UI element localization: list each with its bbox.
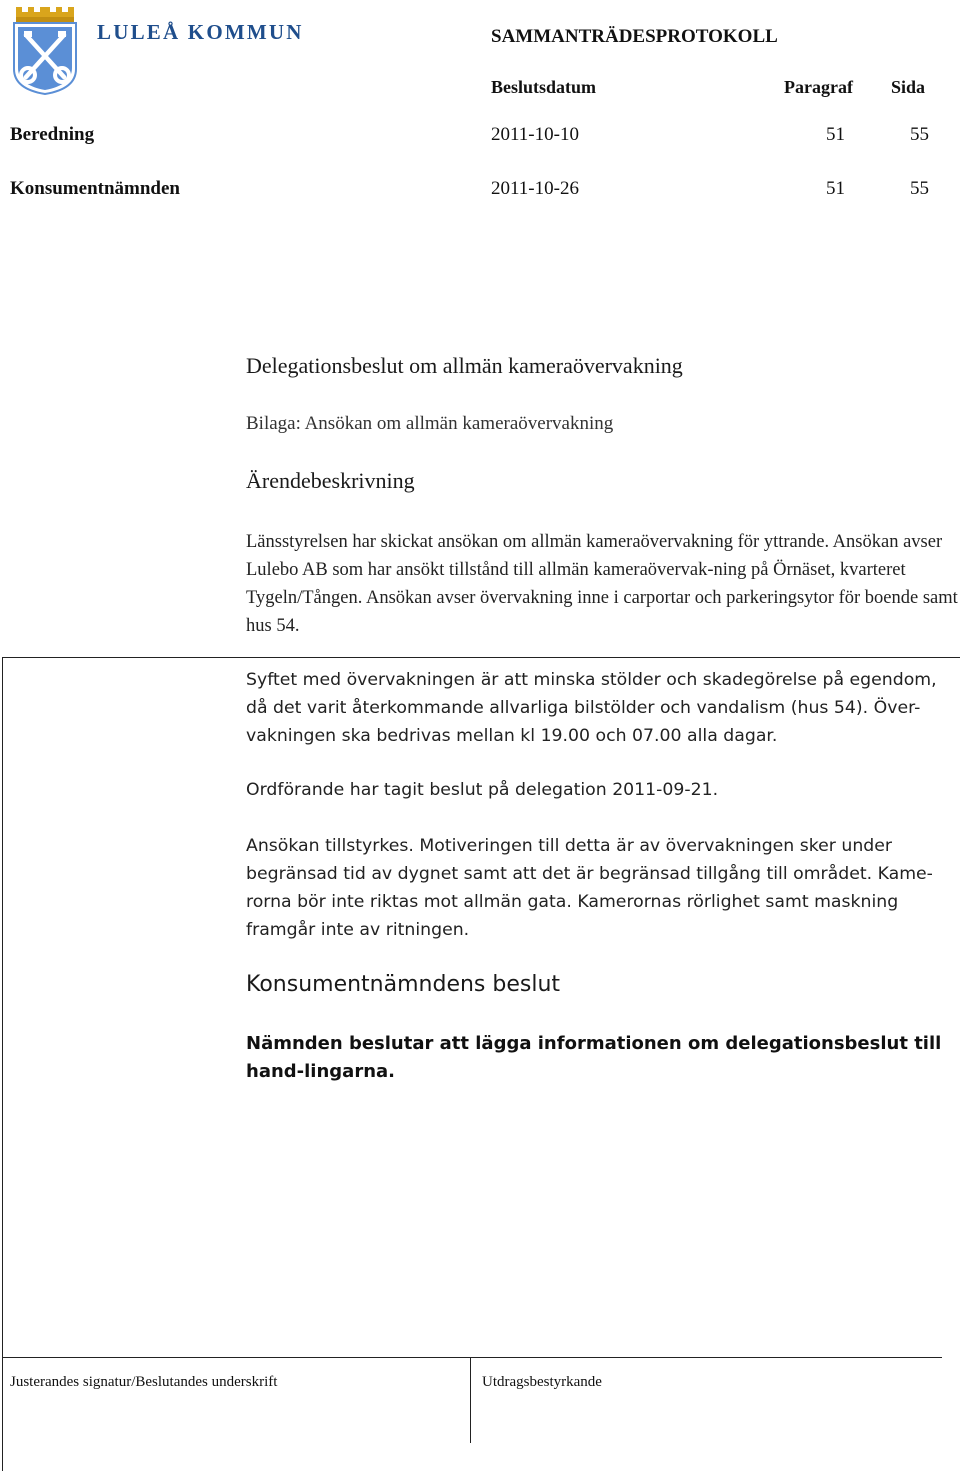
- paragraph-motivation: Ansökan tillstyrkes. Motiveringen till detta är av övervakningen sker under begränsad tid av dygnet samt att det är begränsad tillgång till området. Kame-rorna bör inte riktas mot allmän gata. Kamerornas rörlighet samt maskning framgår inte av ritningen.: [246, 836, 933, 940]
- lulea-coat-of-arms-logo: [10, 3, 80, 95]
- decision-heading: Konsumentnämndens beslut: [246, 972, 561, 997]
- column-header-date: Beslutsdatum: [491, 77, 597, 97]
- paragraph-part: Ansökan avser övervakning inne i carportar och parkeringsytor för boende samt hus 54.: [246, 588, 958, 636]
- certified-label: Utdragsbestyrkande: [482, 1374, 602, 1390]
- row-date: 2011-10-10: [491, 124, 579, 145]
- row-paragraph: 51: [826, 178, 845, 199]
- row-label: Beredning: [10, 124, 95, 145]
- paragraph-delegation: Ordförande har tagit beslut på delegation 2011-09-21.: [246, 780, 719, 800]
- frame-left-border: [2, 657, 3, 1471]
- row-date: 2011-10-26: [491, 178, 579, 199]
- footer-column-divider: [470, 1357, 471, 1443]
- document-type: SAMMANTRÄDESPROTOKOLL: [491, 26, 778, 47]
- decision-text: Nämnden beslutar att lägga informationen om delegationsbeslut till hand-lingarna.: [246, 1033, 942, 1082]
- column-header-paragraph: Paragraf: [784, 77, 853, 97]
- section-heading: Ärendebeskrivning: [246, 468, 415, 493]
- signature-label: Justerandes signatur/Beslutandes underskrift: [10, 1374, 278, 1390]
- column-header-page: Sida: [891, 77, 926, 97]
- row-paragraph: 51: [826, 124, 845, 145]
- paragraph-part: Länsstyrelsen har skickat ansökan om allmän kameraövervakning för yttrande. Ansökan avser Lulebo AB som har ansökt tillstånd till allmän kameraövervak-ning på Örnäset, kvarteret Tygeln/Tången.: [246, 532, 943, 608]
- row-page: 55: [910, 124, 929, 145]
- row-page: 55: [910, 178, 929, 199]
- attachment-note: Bilaga: Ansökan om allmän kameraövervakning: [246, 413, 614, 434]
- org-name: LULEÅ KOMMUN: [97, 20, 304, 44]
- frame-top-border: [2, 657, 960, 658]
- page-title: Delegationsbeslut om allmän kameraövervakning: [246, 353, 683, 378]
- footer-divider: [2, 1357, 942, 1358]
- paragraph-description: [246, 528, 958, 640]
- paragraph-purpose: Syftet med övervakningen är att minska stölder och skadegörelse på egendom, då det varit återkommande allvarliga bilstölder och vandalism (hus 54). Över-vakningen ska bedrivas mellan kl 19.00 och 07.00 alla dagar.: [246, 670, 937, 746]
- row-label: Konsumentnämnden: [10, 178, 180, 199]
